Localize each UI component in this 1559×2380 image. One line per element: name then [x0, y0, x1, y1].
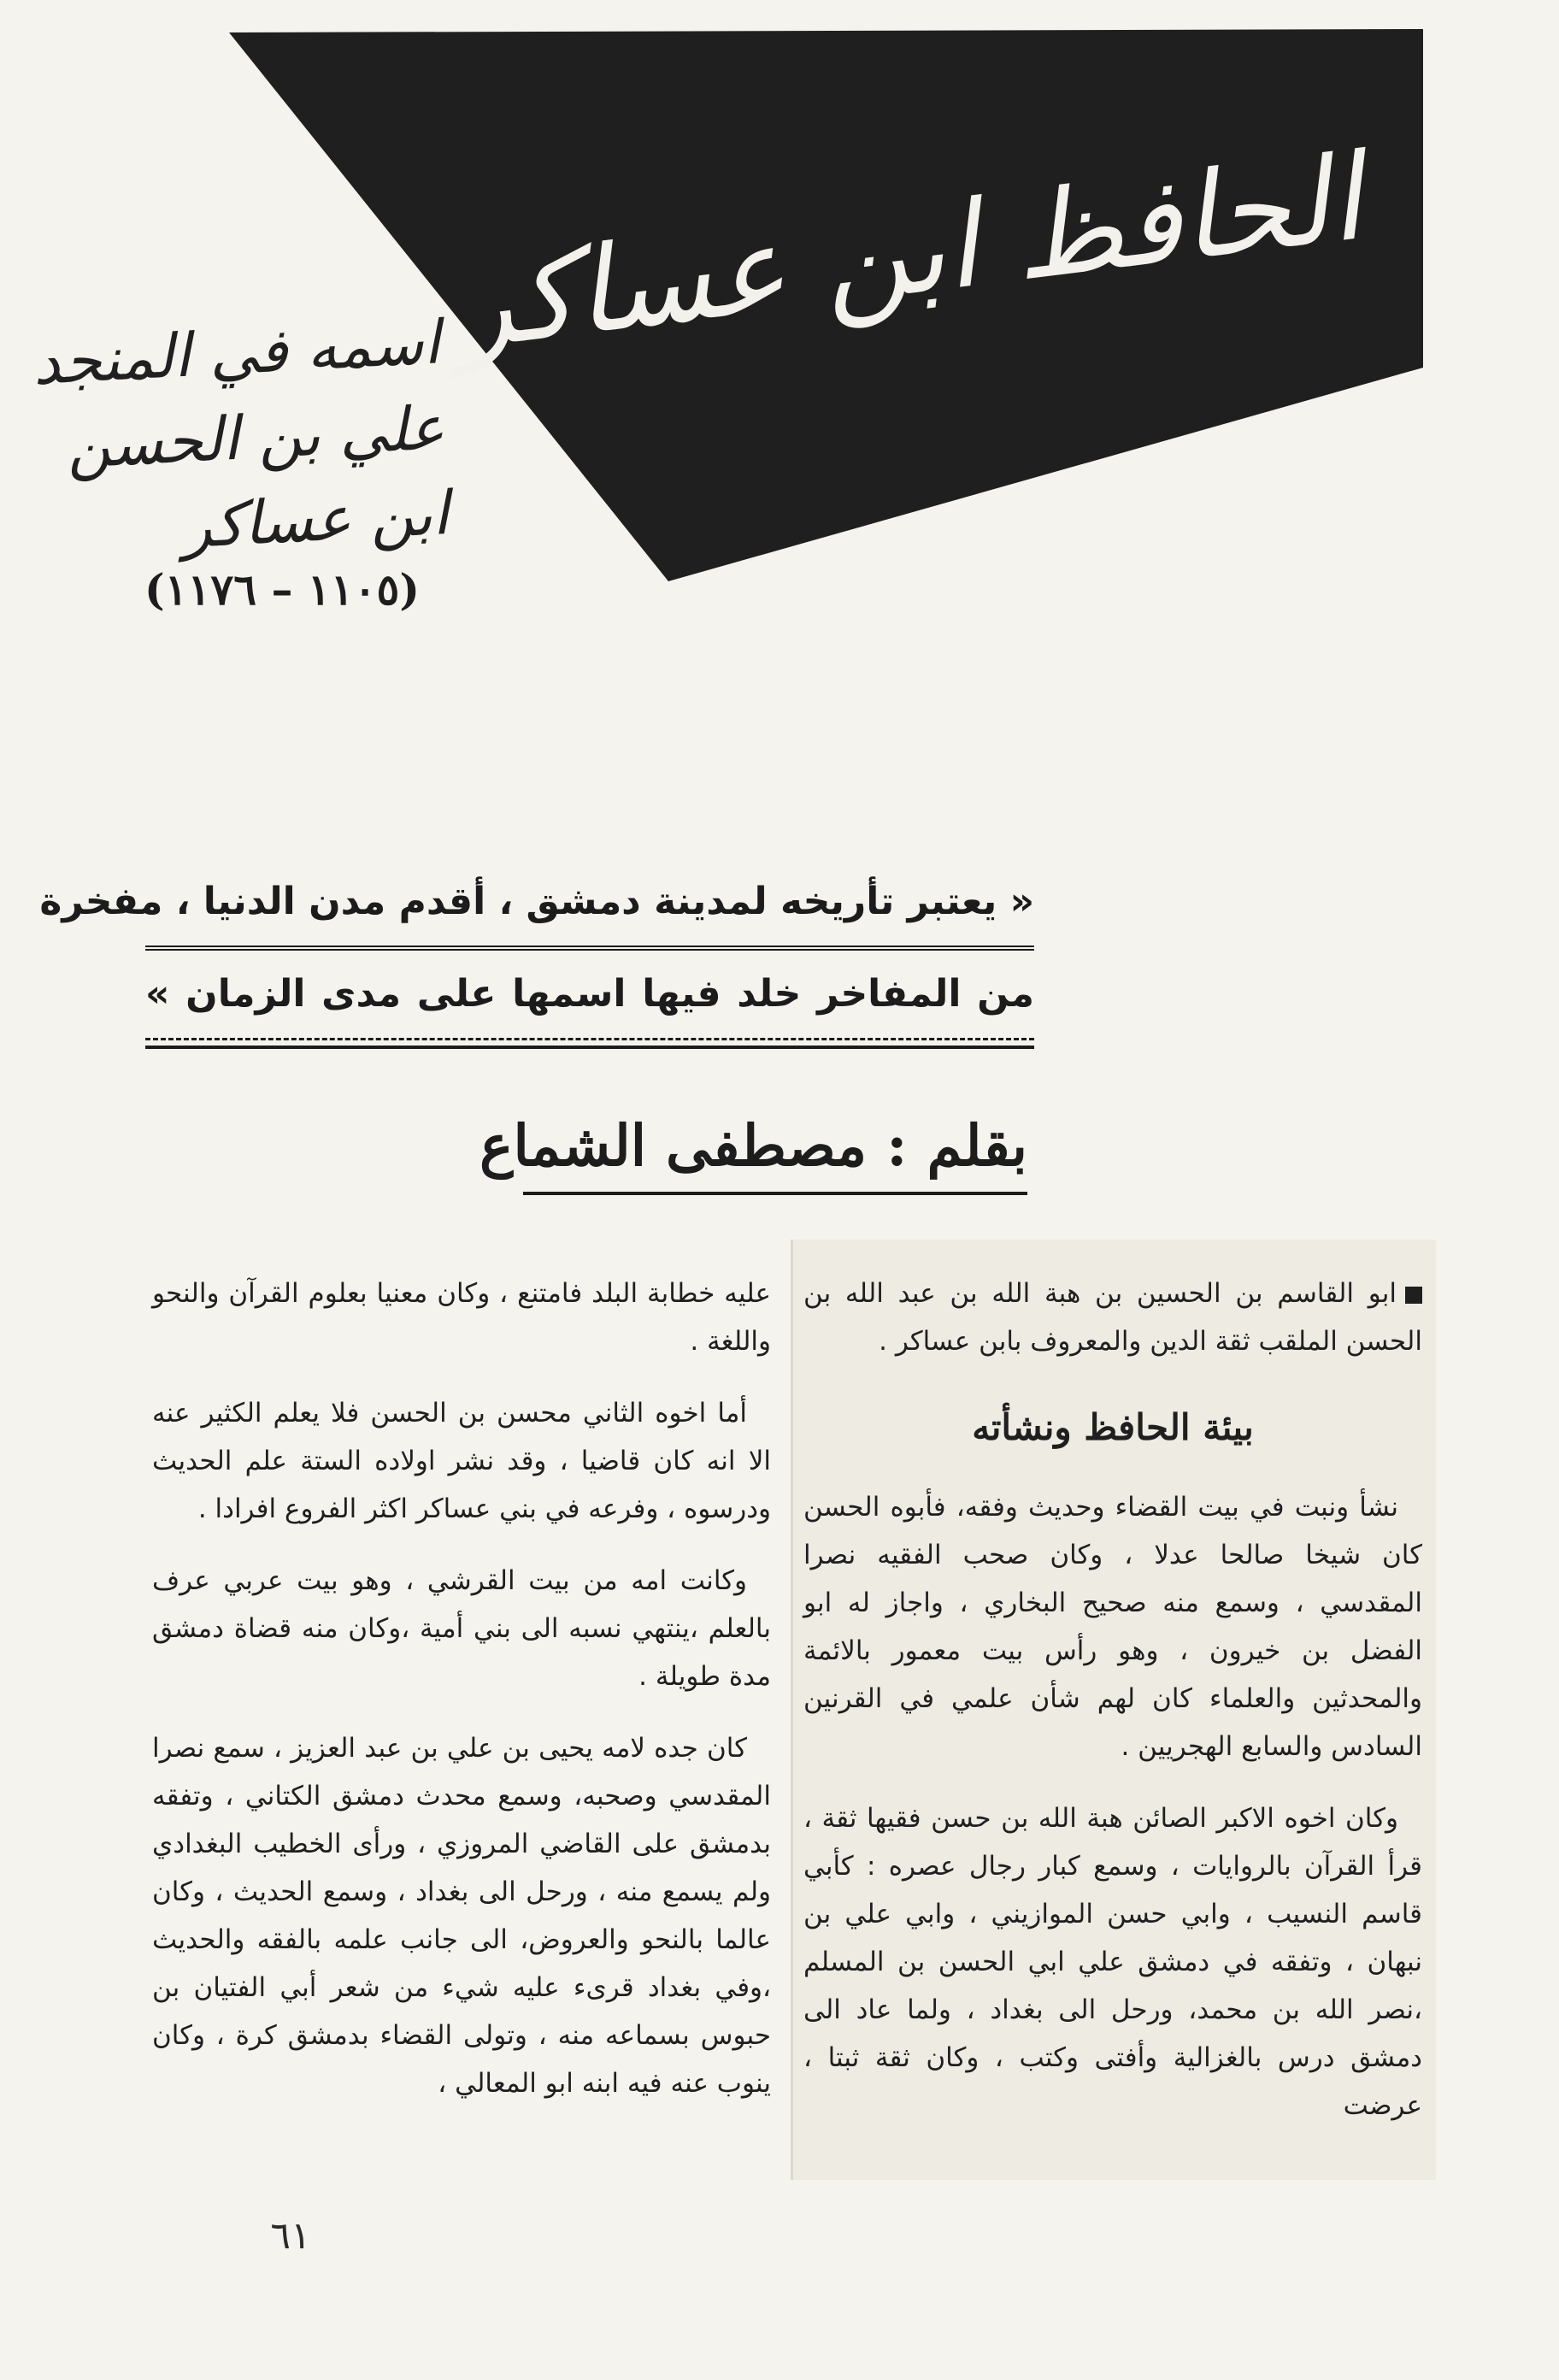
left-column [152, 1270, 771, 2131]
body-paragraph: أما اخوه الثاني محسن بن الحسن فلا يعلم الكثير عنه الا انه كان قاضيا ، وقد نشر اولاده الستة علم الحديث ودرسوه ، وفرعه في بني عساكر اكثر الفروع افرادا . [152, 1398, 771, 1524]
body-paragraph: عليه خطابة البلد فامتنع ، وكان معنيا بعلوم القرآن والنحو واللغة . [152, 1278, 771, 1357]
body-paragraph: وكانت امه من بيت القرشي ، وهو بيت عربي عرف بالعلم ،ينتهي نسبه الى بني أمية ،وكان منه قضاة دمشق مدة طويلة . [152, 1565, 771, 1692]
article-title: الحافظ ابن عساكر [446, 128, 1369, 377]
quote-line-1: « يعتبر تأريخه لمدينة دمشق ، أقدم مدن الدنيا ، مفخرة [39, 880, 1034, 923]
body-paragraph: نشأ ونبت في بيت القضاء وحديث وفقه، فأبوه الحسن كان شيخا صالحا عدلا ، وكان صحب الفقيه نصرا المقدسي ، وسمع منه صحيح البخاري ، واجاز له ابو الفضل بن خيرون ، وهو رأس بيت معمور بالائمة والمحدثين والعلماء كان لهم شأن علمي في القرنين السادس والسابع الهجريين . [803, 1492, 1422, 1762]
body-paragraph: وكان اخوه الاكبر الصائن هبة الله بن حسن فقيها ثقة ، قرأ القرآن بالروايات ، وسمع كبار رجال عصره : كأبي قاسم النسيب ، وابي حسن الموازيني ، وابي علي بن نبهان ، وتفقه في دمشق علي ابي الحسن بن المسلم ،نصر الله بن محمد، ورحل الى بغداد ، ولما عاد الى دمشق درس بالغزالية وأفتى وكتب ، وكان ثقة ثبتا ، عرضت [803, 1803, 1422, 2121]
pull-quote [39, 863, 1034, 1054]
quote-divider-bottom [145, 1046, 1034, 1049]
square-bullet-icon [1405, 1287, 1422, 1304]
quote-line-2: من المفاخر خلد فيها اسمها على مدى الزمان » [145, 972, 1034, 1016]
section-heading: بيئة الحافظ ونشأته [972, 1406, 1254, 1448]
author-byline: بقلم : مصطفى الشماع [523, 1103, 1027, 1195]
page-number: ٦١ [270, 2214, 311, 2258]
body-paragraph: كان جده لامه يحيى بن علي بن عبد العزيز ، سمع نصرا المقدسي وصحبه، وسمع محدث دمشق الكتاني ، وتفقه بدمشق على القاضي المروزي ، ورأى الخطيب البغدادي ولم يسمع منه ، ورحل الى بغداد ، وسمع الحديث ، وكان عالما بالنحو والعروض، الى جانب علمه بالفقه والحديث ،وفي بغداد قرىء عليه شيء من شعر أبي الفتيان بن حبوس بسماعه منه ، وتولى القضاء بدمشق كرة ، وكان ينوب عنه فيه ابنه ابو المعالي ، [152, 1733, 771, 2099]
name-line: ابن عساكر [180, 477, 451, 563]
name-line: علي بن الحسن [64, 392, 446, 483]
right-column [803, 1270, 1422, 2153]
quote-divider-dashed [145, 1038, 1034, 1040]
lifespan-years: (١١٠٥ – ١١٧٦) [144, 564, 420, 615]
intro-paragraph: ابو القاسم بن الحسين بن هبة الله بن عبد الله بن الحسن الملقب ثقة الدين والمعروف بابن عساكر . [803, 1278, 1422, 1357]
name-line: اسمه في المنجد [31, 307, 442, 399]
subject-name-block [31, 299, 451, 572]
quote-divider [145, 946, 1034, 951]
